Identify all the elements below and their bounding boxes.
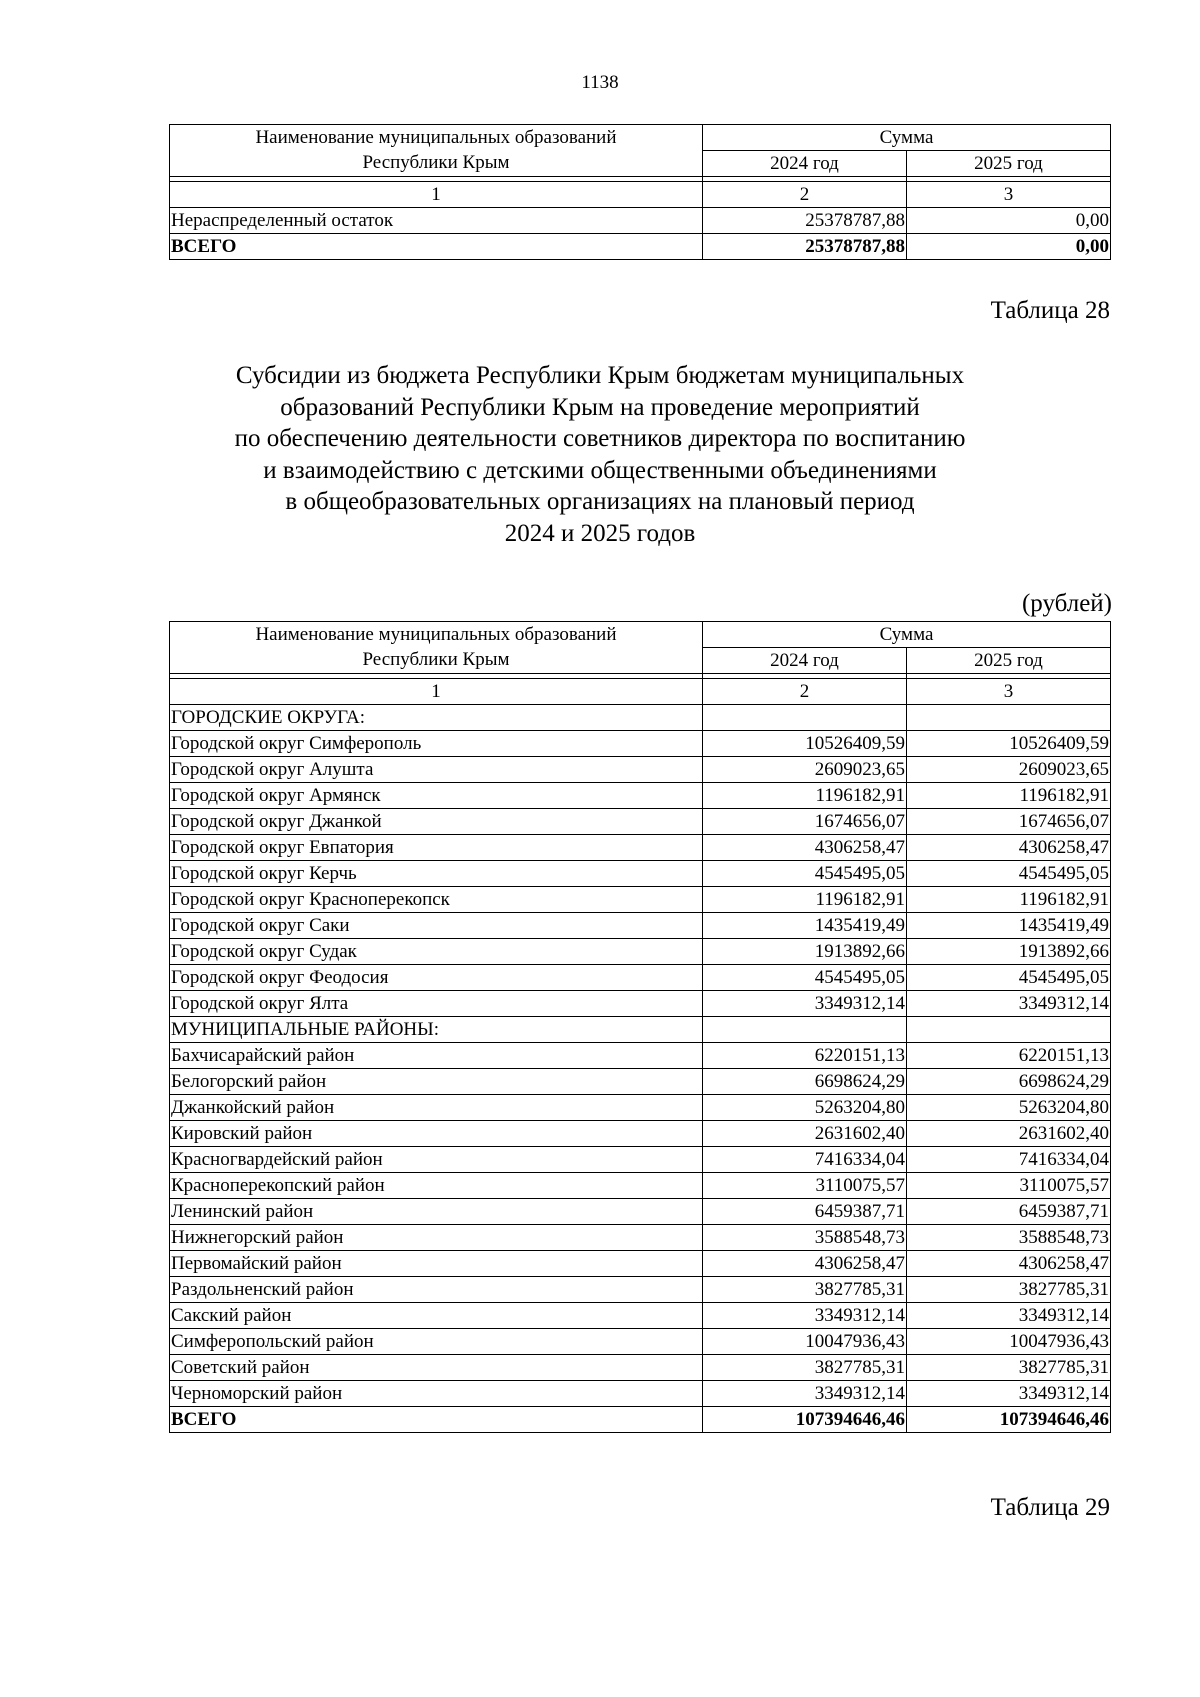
row-value-2025: 10047936,43 — [907, 1329, 1111, 1355]
previous-table — [169, 124, 1111, 260]
row-value-2025: 4306258,47 — [907, 1251, 1111, 1277]
row-name: Городской округ Евпатория — [170, 835, 703, 861]
row-name: Белогорский район — [170, 1069, 703, 1095]
row-value-2025: 5263204,80 — [907, 1095, 1111, 1121]
row-value-2025: 3349312,14 — [907, 1381, 1111, 1407]
row-value-2025: 3349312,14 — [907, 991, 1111, 1017]
row-value-2025: 10526409,59 — [907, 731, 1111, 757]
row-name: Городской округ Судак — [170, 939, 703, 965]
row-value-2025: 6220151,13 — [907, 1043, 1111, 1069]
row-name: МУНИЦИПАЛЬНЫЕ РАЙОНЫ: — [170, 1017, 703, 1043]
row-value-2025: 2631602,40 — [907, 1121, 1111, 1147]
header-year-2024: 2024 год — [703, 648, 907, 674]
page-number: 1138 — [581, 72, 619, 93]
table-row — [170, 731, 1111, 757]
table-row — [170, 835, 1111, 861]
table-row — [170, 809, 1111, 835]
row-value-2024: 1913892,66 — [703, 939, 907, 965]
row-name: Первомайский район — [170, 1251, 703, 1277]
row-name: Нижнегорский район — [170, 1225, 703, 1251]
row-value-2025: 6698624,29 — [907, 1069, 1111, 1095]
row-value-2024: 3827785,31 — [703, 1277, 907, 1303]
table-row — [170, 1251, 1111, 1277]
header-name-cell — [170, 622, 703, 674]
row-name: Красноперекопский район — [170, 1173, 703, 1199]
row-value-2024: 3110075,57 — [703, 1173, 907, 1199]
row-value-2024: 1435419,49 — [703, 913, 907, 939]
table-28 — [169, 621, 1111, 1433]
row-value-2024: 2609023,65 — [703, 757, 907, 783]
row-value-2024: 10047936,43 — [703, 1329, 907, 1355]
total-2025: 107394646,46 — [907, 1407, 1111, 1433]
table-row — [170, 1199, 1111, 1225]
row-value-2025: 0,00 — [907, 208, 1111, 234]
total-label: ВСЕГО — [170, 1407, 703, 1433]
table-row — [170, 1355, 1111, 1381]
table-row — [170, 1277, 1111, 1303]
header-name-line1: Наименование муниципальных образований — [255, 127, 617, 148]
row-value-2024: 6459387,71 — [703, 1199, 907, 1225]
table-row — [170, 1069, 1111, 1095]
total-row — [170, 234, 1111, 260]
table-row — [170, 939, 1111, 965]
row-value-2024: 3349312,14 — [703, 1303, 907, 1329]
row-name: Сакский район — [170, 1303, 703, 1329]
col-number-2: 2 — [703, 182, 907, 208]
title-line: и взаимодействию с детскими общественными объединениями — [263, 456, 937, 484]
row-value-2024: 3349312,14 — [703, 1381, 907, 1407]
total-label: ВСЕГО — [170, 234, 703, 260]
table-row — [170, 887, 1111, 913]
row-value-2025: 7416334,04 — [907, 1147, 1111, 1173]
total-2025: 0,00 — [907, 234, 1111, 260]
row-value-2024: 7416334,04 — [703, 1147, 907, 1173]
row-value-2024: 1674656,07 — [703, 809, 907, 835]
header-name-line1: Наименование муниципальных образований — [255, 624, 617, 645]
row-name: Раздольненский район — [170, 1277, 703, 1303]
total-row — [170, 1407, 1111, 1433]
table-row — [170, 913, 1111, 939]
row-value-2025: 1435419,49 — [907, 913, 1111, 939]
row-value-2025: 4545495,05 — [907, 861, 1111, 887]
header-year-2025: 2025 год — [907, 648, 1111, 674]
table-row — [170, 1043, 1111, 1069]
total-2024: 25378787,88 — [703, 234, 907, 260]
table-row — [170, 208, 1111, 234]
row-value-2024 — [703, 1017, 907, 1043]
row-name: Городской округ Джанкой — [170, 809, 703, 835]
row-value-2024: 1196182,91 — [703, 783, 907, 809]
column-numbers-row — [170, 679, 1111, 705]
table-row — [170, 991, 1111, 1017]
row-value-2025: 1674656,07 — [907, 809, 1111, 835]
table-29-label: Таблица 29 — [990, 1494, 1110, 1521]
row-value-2025: 3588548,73 — [907, 1225, 1111, 1251]
row-value-2024: 1196182,91 — [703, 887, 907, 913]
table-row — [170, 1121, 1111, 1147]
row-value-2025: 3110075,57 — [907, 1173, 1111, 1199]
row-value-2025: 3349312,14 — [907, 1303, 1111, 1329]
row-value-2025: 1196182,91 — [907, 887, 1111, 913]
row-name: Нераспределенный остаток — [170, 208, 703, 234]
table-row — [170, 1017, 1111, 1043]
row-value-2025: 3827785,31 — [907, 1277, 1111, 1303]
column-numbers-row — [170, 182, 1111, 208]
row-name: Городской округ Феодосия — [170, 965, 703, 991]
header-year-2024: 2024 год — [703, 151, 907, 177]
col-number-3: 3 — [907, 679, 1111, 705]
header-row — [170, 125, 1111, 151]
row-value-2024: 4545495,05 — [703, 861, 907, 887]
row-name: Городской округ Симферополь — [170, 731, 703, 757]
table-row — [170, 861, 1111, 887]
row-value-2025: 6459387,71 — [907, 1199, 1111, 1225]
title-line: образований Республики Крым на проведение мероприятий — [280, 393, 920, 421]
table-row — [170, 1303, 1111, 1329]
row-value-2024: 10526409,59 — [703, 731, 907, 757]
table-row — [170, 1381, 1111, 1407]
header-sum: Сумма — [703, 125, 1111, 151]
row-name: Красногвардейский район — [170, 1147, 703, 1173]
header-row — [170, 622, 1111, 648]
row-name: Джанкойский район — [170, 1095, 703, 1121]
row-value-2025: 2609023,65 — [907, 757, 1111, 783]
row-value-2024: 3827785,31 — [703, 1355, 907, 1381]
header-name-line2: Республики Крым — [362, 152, 510, 173]
table-row — [170, 965, 1111, 991]
units-label: (рублей) — [1021, 590, 1112, 617]
table-row — [170, 783, 1111, 809]
row-value-2025: 4306258,47 — [907, 835, 1111, 861]
row-value-2024 — [703, 705, 907, 731]
title-line: в общеобразовательных организациях на плановый период — [285, 488, 915, 515]
row-name: Городской округ Ялта — [170, 991, 703, 1017]
col-number-1: 1 — [170, 679, 703, 705]
row-value-2024: 6220151,13 — [703, 1043, 907, 1069]
table-28-label: Таблица 28 — [990, 297, 1110, 324]
row-value-2024: 3349312,14 — [703, 991, 907, 1017]
row-value-2024: 4306258,47 — [703, 1251, 907, 1277]
header-name-cell — [170, 125, 703, 177]
col-number-2: 2 — [703, 679, 907, 705]
col-number-3: 3 — [907, 182, 1111, 208]
table-row — [170, 705, 1111, 731]
title-line: Субсидии из бюджета Республики Крым бюджетам муниципальных — [235, 362, 965, 389]
row-name: Кировский район — [170, 1121, 703, 1147]
row-name: Бахчисарайский район — [170, 1043, 703, 1069]
table-row — [170, 1329, 1111, 1355]
row-value-2024: 25378787,88 — [703, 208, 907, 234]
row-name: Городской округ Керчь — [170, 861, 703, 887]
row-name: Городской округ Саки — [170, 913, 703, 939]
table-28-title — [150, 360, 1050, 549]
table-row — [170, 1147, 1111, 1173]
col-number-1: 1 — [170, 182, 703, 208]
header-name-line2: Республики Крым — [362, 649, 510, 670]
row-value-2025: 3827785,31 — [907, 1355, 1111, 1381]
row-value-2025: 4545495,05 — [907, 965, 1111, 991]
table-row — [170, 1225, 1111, 1251]
row-value-2024: 2631602,40 — [703, 1121, 907, 1147]
row-name: Симферопольский район — [170, 1329, 703, 1355]
row-value-2024: 4306258,47 — [703, 835, 907, 861]
total-2024: 107394646,46 — [703, 1407, 907, 1433]
row-name: Черноморский район — [170, 1381, 703, 1407]
table-row — [170, 1173, 1111, 1199]
row-value-2024: 4545495,05 — [703, 965, 907, 991]
row-value-2025: 1196182,91 — [907, 783, 1111, 809]
row-name: Городской округ Алушта — [170, 757, 703, 783]
row-value-2025 — [907, 705, 1111, 731]
row-name: Городской округ Армянск — [170, 783, 703, 809]
row-value-2024: 6698624,29 — [703, 1069, 907, 1095]
table-row — [170, 1095, 1111, 1121]
table-row — [170, 757, 1111, 783]
row-value-2024: 5263204,80 — [703, 1095, 907, 1121]
row-value-2024: 3588548,73 — [703, 1225, 907, 1251]
row-value-2025 — [907, 1017, 1111, 1043]
row-name: Ленинский район — [170, 1199, 703, 1225]
header-sum: Сумма — [703, 622, 1111, 648]
row-name: Советский район — [170, 1355, 703, 1381]
row-value-2025: 1913892,66 — [907, 939, 1111, 965]
title-line: по обеспечению деятельности советников директора по воспитанию — [234, 425, 966, 452]
header-year-2025: 2025 год — [907, 151, 1111, 177]
row-name: Городской округ Красноперекопск — [170, 887, 703, 913]
title-line: 2024 и 2025 годов — [504, 519, 696, 547]
row-name: ГОРОДСКИЕ ОКРУГА: — [170, 705, 703, 731]
